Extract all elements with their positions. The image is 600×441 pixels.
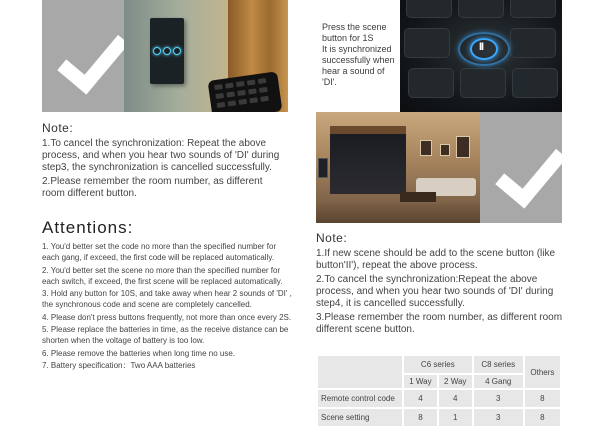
remote-closeup-photo: [400, 0, 562, 112]
switch-button-icon: [153, 47, 161, 55]
table-group-header: Others: [524, 355, 561, 389]
attention-item: 7. Battery specification：Two AAA batteries: [42, 361, 196, 370]
scene-hint-panel: [316, 0, 400, 112]
scene-key-symbol: II: [479, 41, 484, 53]
table-row-label: Scene setting: [317, 408, 403, 427]
right-note-title: Note:: [316, 231, 348, 245]
scene-hint-line: successfully when: [322, 55, 395, 65]
right-note: [316, 231, 566, 338]
attention-item: 4. Please don't press buttons frequently, not more than once every 2S.: [42, 312, 292, 322]
switch-button-icon: [163, 47, 171, 55]
table-sub-header: 2 Way: [438, 374, 473, 389]
wall-switch-image: [150, 18, 184, 84]
scene-hint-line: It is synchronized: [322, 44, 392, 54]
left-note: [42, 121, 288, 202]
attention-item: 6. Please remove the batteries when long time no use.: [42, 348, 235, 358]
scene-hint-line: Press the scene: [322, 22, 387, 32]
right-note-item: 2.To cancel the synchronization:Repeat the above process, and when you hear two sounds of 'DI' during step4, it is cancelled successfully.: [316, 274, 554, 309]
scene-hint-line: button for 1S: [322, 33, 374, 43]
table-group-header: C8 series: [473, 355, 524, 374]
attention-item: 1. You'd better set the code no more than the specified number for each gang, if exceed, the first code will be replaced automatically.: [42, 242, 277, 262]
table-cell: 3: [473, 389, 524, 408]
attentions-title: Attentions:: [42, 218, 134, 237]
scene-hint-line: hear a sound of 'DI'.: [322, 66, 385, 87]
left-note-title: Note:: [42, 121, 74, 135]
table-group-header: C6 series: [403, 355, 473, 374]
glow-ring-inner: [470, 38, 498, 60]
right-note-item: 1.If new scene should be add to the scene button (like button'II'), repeat the above process.: [316, 248, 556, 271]
table-row-label: Remote control code: [317, 389, 403, 408]
table-cell: 4: [438, 389, 473, 408]
living-room-photo: [316, 112, 480, 223]
switch-button-icon: [173, 47, 181, 55]
remote-control-image: [208, 71, 283, 112]
attention-item: 2. You'd better set the scene no more than the specified number for each switch, if exceed, the first scene will be replaced automatically.: [42, 265, 283, 286]
table-sub-header: 4 Gang: [473, 374, 524, 389]
table-cell: 8: [524, 408, 561, 427]
left-note-item: 2.Please remember the room number, as different room different button.: [42, 176, 263, 199]
spec-table: [316, 354, 562, 428]
right-note-item: 3.Please remember the room number, as different room different scene button.: [316, 312, 563, 335]
table-row: [317, 408, 561, 427]
table-row: [317, 389, 561, 408]
attention-item: 3. Hold any button for 10S, and take away when hear 2 sounds of 'DI' , the synchronous code and scene are completely cancelled.: [42, 289, 292, 309]
table-cell: 4: [403, 389, 438, 408]
attentions-section: [42, 218, 292, 373]
left-note-item: 1.To cancel the synchronization: Repeat the above process, and when you hear two sounds of 'DI' during step3, the synchronization is cancelled successfully.: [42, 138, 280, 173]
table-cell: 8: [524, 389, 561, 408]
table-sub-header: 1 Way: [403, 374, 438, 389]
checkmark-panel-bottom: [480, 112, 562, 223]
table-corner-cell: [317, 355, 403, 389]
table-cell: 8: [403, 408, 438, 427]
table-cell: 3: [473, 408, 524, 427]
checkmark-panel-top: [42, 0, 124, 112]
attention-item: 5. Please replace the batteries in time, as the receive distance can be shorten when the voltage of battery is too low.: [42, 325, 289, 345]
table-cell: 1: [438, 408, 473, 427]
switch-photo: [124, 0, 288, 112]
